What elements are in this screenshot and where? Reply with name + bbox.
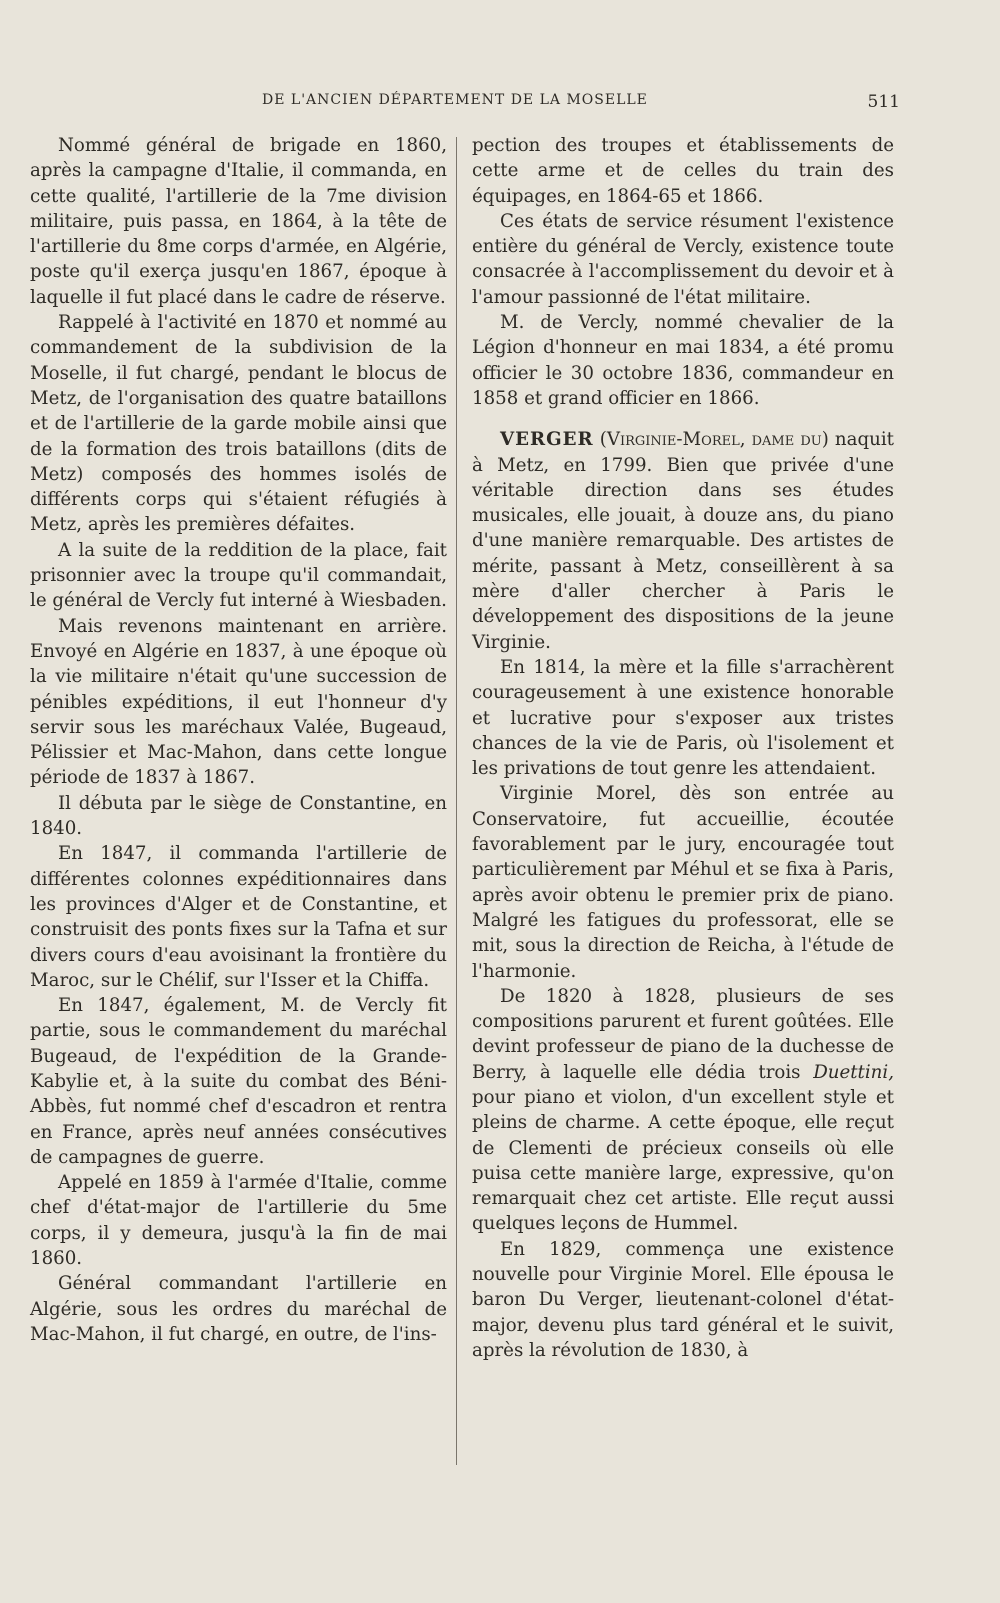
right-column xyxy=(472,133,894,1363)
paragraph: Il débuta par le siège de Constantine, en 1840. xyxy=(30,792,447,840)
text-run: De 1820 à 1828, plusieurs de ses compositions parurent et furent goûtées. Elle devint professeur de piano de la duchesse de Berry, à laquelle elle dédia trois xyxy=(472,985,894,1083)
page-header xyxy=(0,92,1000,116)
italic-title: Duettini, xyxy=(813,1061,894,1083)
paragraph: M. de Vercly, nommé chevalier de la Légion d'honneur en mai 1834, a été promu officier le 30 octobre 1836, commandeur en 1858 et grand officier en 1866. xyxy=(472,312,894,409)
entry-text: naquit à Metz, en 1799. Bien que privée d'une véritable direction dans ses études musicales, elle jouait, à douze ans, du piano d'une manière remarquable. Des artistes de mérite, passant à Metz, conseillèrent à sa mère d'aller chercher à Paris le développement des dispositions de la jeune Virginie. xyxy=(472,429,894,653)
paragraph: A la suite de la reddition de la place, fait prisonnier avec la troupe qu'il commandait, le général de Vercly fut interné à Wiesbaden. xyxy=(30,539,447,612)
paragraph: En 1829, commença une existence nouvelle pour Virginie Morel. Elle épousa le baron Du Verger, lieutenant-colonel d'état-major, devenu plus tard général et le suivit, après la révolution de 1830, à xyxy=(472,1238,894,1361)
paragraph: En 1814, la mère et la fille s'arrachèrent courageusement à une existence honorable et lucrative pour s'exposer aux tristes chances de la vie de Paris, où l'isolement et les privations de tout genre les attendaient. xyxy=(472,656,894,780)
entry-paragraph xyxy=(472,427,894,655)
text-run: pour piano et violon, d'un excellent style et pleins de charme. A cette époque, elle reçut de Clementi de précieux conseils où elle puisa cette manière large, expressive, qu'on remarquait chez cet artiste. Elle reçut aussi quelques leçons de Hummel. xyxy=(472,1086,894,1235)
column-divider xyxy=(456,137,457,1465)
paragraph: Général commandant l'artillerie en Algérie, sous les ordres du maréchal de Mac-Mahon, il fut chargé, en outre, de l'ins- xyxy=(30,1273,447,1345)
running-head: DE L'ANCIEN DÉPARTEMENT DE LA MOSELLE xyxy=(262,92,648,108)
paragraph: Ces états de service résument l'existence entière du général de Vercly, existence toute consacrée à l'accomplissement du devoir et à l'amour passionné de l'état militaire. xyxy=(472,210,894,308)
entry-subtitle: (Virginie-Morel, dame du) xyxy=(599,429,829,451)
left-column xyxy=(30,133,447,1347)
paragraph: Appelé en 1859 à l'armée d'Italie, comme chef d'état-major de l'artillerie du 5me corps, il y demeura, jusqu'à la fin de mai 1860. xyxy=(30,1172,447,1270)
entry-name: VERGER xyxy=(500,429,594,451)
paragraph: Mais revenons maintenant en arrière. Envoyé en Algérie en 1837, à une époque où la vie militaire n'était qu'une succession de pénibles expéditions, il eut l'honneur d'y servir sous les maréchaux Valée, Bugeaud, Pélissier et Mac-Mahon, dans cette longue période de 1837 à 1867. xyxy=(30,615,447,789)
page-number: 511 xyxy=(867,92,900,112)
paragraph: pection des troupes et établissements de cette arme et de celles du train des équipages, en 1864-65 et 1866. xyxy=(472,135,894,207)
paragraph: Virginie Morel, dès son entrée au Conservatoire, fut accueillie, écoutée favorablement par le jury, encouragée tout particulièrement par Méhul et se fixa à Paris, après avoir obtenu le premier prix de piano. Malgré les fatigues du professorat, elle se mit, sous la direction de Reicha, à l'étude de l'harmonie. xyxy=(472,783,894,982)
paragraph: Nommé général de brigade en 1860, après la campagne d'Italie, il commanda, en cette qualité, l'artillerie de la 7me division militaire, puis passa, en 1864, à la tête de l'artillerie du 8me corps d'armée, en Algérie, poste qu'il exerça jusqu'en 1867, époque à laquelle il fut placé dans le cadre de réserve. xyxy=(30,135,447,308)
paragraph xyxy=(472,984,894,1237)
paragraph: En 1847, il commanda l'artillerie de différentes colonnes expéditionnaires dans les provinces d'Alger et de Constantine, et construisit des ponts fixes sur la Tafna et sur divers cours d'eau avoisinant la frontière du Maroc, sur le Chélif, sur l'Isser et la Chiffa. xyxy=(30,843,447,991)
paragraph: Rappelé à l'activité en 1870 et nommé au commandement de la subdivision de la Moselle, il fut chargé, pendant le blocus de Metz, de l'organisation des quatre bataillons et de l'artillerie de la garde mobile ainsi que de la formation des trois bataillons (dits de Metz) composés des hommes isolés de différents corps qui s'étaient réfugiés à Metz, après les premières défaites. xyxy=(30,312,447,536)
paragraph: En 1847, également, M. de Vercly fit partie, sous le commandement du maréchal Bugeaud, de l'expédition de la Grande-Kabylie et, à la suite du combat des Béni-Abbès, fut nommé chef d'escadron et rentra en France, après neuf années consécutives de campagnes de guerre. xyxy=(30,995,447,1168)
